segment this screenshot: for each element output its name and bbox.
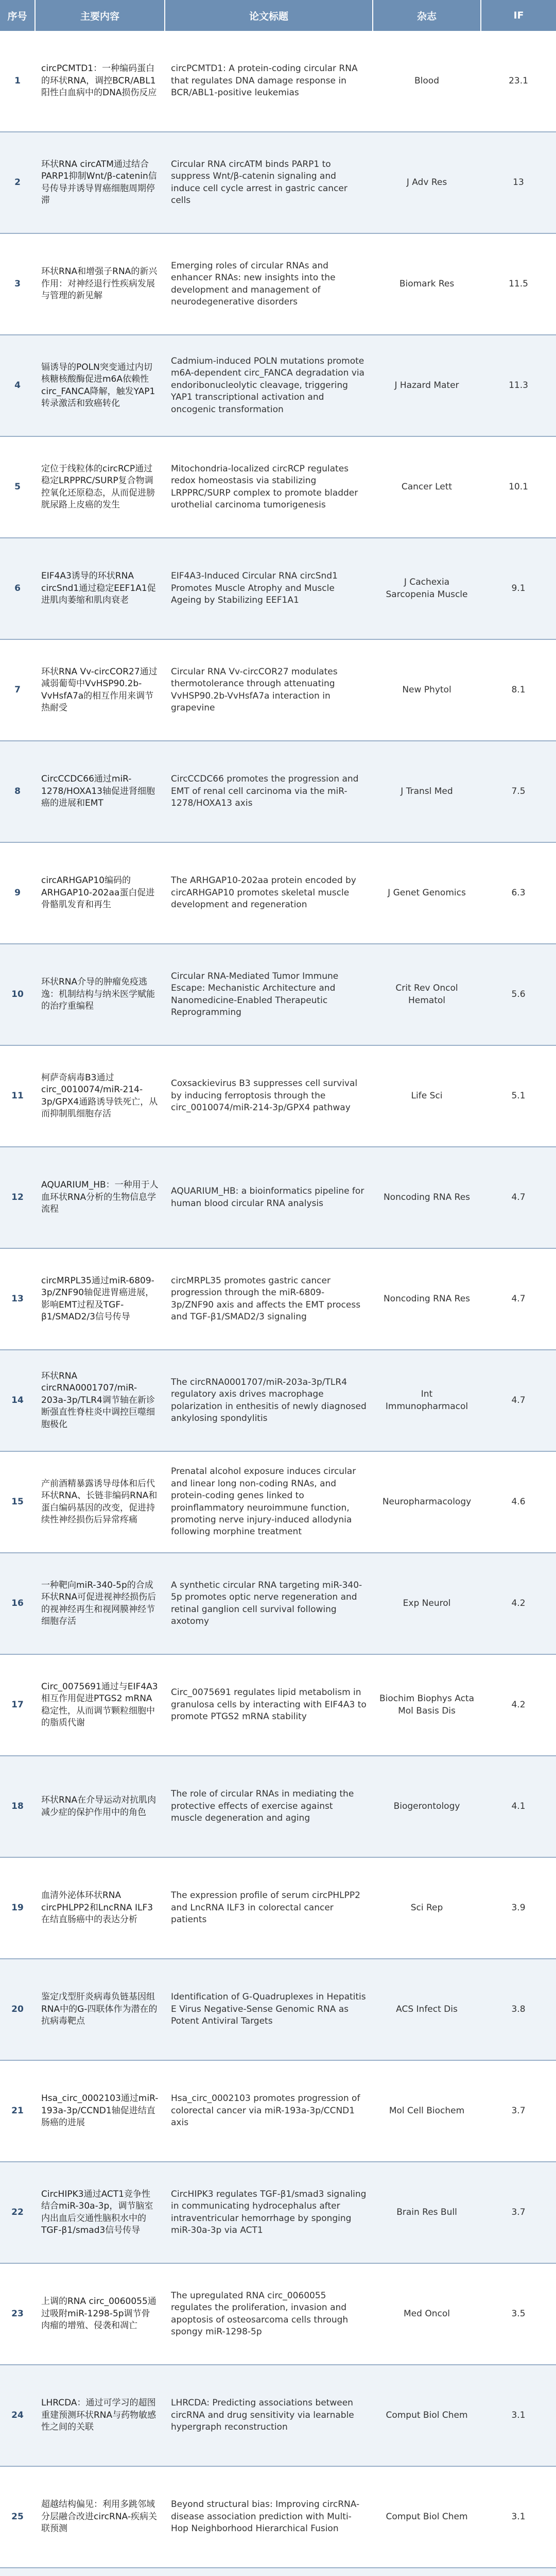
row-title: The circRNA0001707/miR-203a-3p/TLR4 regulatory axis drives macrophage polarization in enthesitis of newly diagnosed ankylosing spondylitis bbox=[165, 1350, 373, 1451]
row-index: 15 bbox=[0, 1451, 35, 1553]
table-row bbox=[0, 2568, 556, 2576]
table-row bbox=[0, 31, 556, 132]
row-journal: Neuropharmacology bbox=[373, 1451, 481, 1553]
row-impact-factor: 9.1 bbox=[481, 538, 556, 639]
row-title: Circ_0075691 regulates lipid metabolism in granulosa cells by interacting with EIF4A3 to promote PTGS2 mRNA stability bbox=[165, 1654, 373, 1756]
row-index: 6 bbox=[0, 538, 35, 639]
row-summary: AQUARIUM_HB：一种用于人血环状RNA分析的生物信息学流程 bbox=[35, 1147, 165, 1248]
row-summary: 柯萨奇病毒B3通过circ_0010074/miR-214-3p/GPX4通路诱导铁死亡，从而抑制肌细胞存活 bbox=[35, 1045, 165, 1147]
row-impact-factor: 5.6 bbox=[481, 944, 556, 1045]
row-index: 14 bbox=[0, 1350, 35, 1451]
row-journal: Noncoding RNA Res bbox=[373, 1147, 481, 1248]
row-title: Hsa_circ_0002103 promotes progression of colorectal cancer via miR-193a-3p/CCND1 axis bbox=[165, 2060, 373, 2162]
row-summary: 一种靶向miR-340-5p的合成环状RNA可促进视神经损伤后的视神经再生和视网膜神经节细胞存活 bbox=[35, 1553, 165, 1654]
row-impact-factor: 3.5 bbox=[481, 2263, 556, 2365]
row-summary: 上调的RNA circ_0060055通过吸附miR-1298-5p调节骨肉瘤的增殖、侵袭和凋亡 bbox=[35, 2263, 165, 2365]
row-index: 13 bbox=[0, 1248, 35, 1350]
row-journal: Med Oncol bbox=[373, 2263, 481, 2365]
table-row bbox=[0, 2466, 556, 2568]
row-summary: 产前酒精暴露诱导母体和后代环状RNA、长链非编码RNA和蛋白编码基因的改变，促进持续性神经损伤后异常疼痛 bbox=[35, 1451, 165, 1553]
table-row bbox=[0, 1147, 556, 1248]
row-summary: 环状RNA Vv-circCOR27通过减弱葡萄中VvHSP90.2b-VvHsfA7a的相互作用来调节热耐受 bbox=[35, 639, 165, 741]
table-row bbox=[0, 1857, 556, 1959]
row-journal: Exp Neurol bbox=[373, 1553, 481, 1654]
row-index: 20 bbox=[0, 1959, 35, 2060]
table-row bbox=[0, 233, 556, 335]
row-index: 1 bbox=[0, 31, 35, 132]
table-row bbox=[0, 2365, 556, 2466]
row-index: 21 bbox=[0, 2060, 35, 2162]
row-summary: CircHIPK3通过ACT1竞争性结合miR-30a-3p，调节脑室内出血后交通性脑积水中的TGF-β1/smad3信号传导 bbox=[35, 2162, 165, 2263]
row-journal bbox=[373, 2568, 481, 2576]
row-index: 16 bbox=[0, 1553, 35, 1654]
row-title: circPCMTD1: A protein-coding circular RNA that regulates DNA damage response in BCR/ABL1-positive leukemias bbox=[165, 31, 373, 132]
row-journal: ACS Infect Dis bbox=[373, 1959, 481, 2060]
row-journal: J Transl Med bbox=[373, 741, 481, 842]
row-index: 11 bbox=[0, 1045, 35, 1147]
row-impact-factor: 10.1 bbox=[481, 436, 556, 538]
row-summary: EIF4A3诱导的环状RNA circSnd1通过稳定EEF1A1促进肌肉萎缩和肌肉衰老 bbox=[35, 538, 165, 639]
row-summary: 镉诱导的POLN突变通过内切核糖核酸酶促进m6A依赖性circ_FANCA降解，触发YAP1转录激活和致癌转化 bbox=[35, 335, 165, 436]
row-summary bbox=[35, 2568, 165, 2576]
row-summary: 环状RNA和增强子RNA的新兴作用：对神经退行性疾病发展与管理的新见解 bbox=[35, 233, 165, 335]
row-title: The ARHGAP10-202aa protein encoded by circARHGAP10 promotes skeletal muscle development and regeneration bbox=[165, 842, 373, 944]
row-impact-factor: 11.3 bbox=[481, 335, 556, 436]
row-journal: Noncoding RNA Res bbox=[373, 1248, 481, 1350]
row-title: CircCCDC66 promotes the progression and EMT of renal cell carcinoma via the miR-1278/HOXA13 axis bbox=[165, 741, 373, 842]
row-impact-factor: 5.1 bbox=[481, 1045, 556, 1147]
table-row bbox=[0, 1045, 556, 1147]
row-impact-factor: 4.2 bbox=[481, 1654, 556, 1756]
row-summary: Hsa_circ_0002103通过miR-193a-3p/CCND1轴促进结直肠癌的进展 bbox=[35, 2060, 165, 2162]
row-journal: Comput Biol Chem bbox=[373, 2466, 481, 2568]
row-impact-factor: 4.7 bbox=[481, 1350, 556, 1451]
row-impact-factor: 13 bbox=[481, 132, 556, 233]
row-impact-factor: 4.6 bbox=[481, 1451, 556, 1553]
table-row bbox=[0, 132, 556, 233]
row-index: 17 bbox=[0, 1654, 35, 1756]
row-summary: 鉴定戊型肝炎病毒负链基因组RNA中的G-四联体作为潜在的抗病毒靶点 bbox=[35, 1959, 165, 2060]
row-index: 2 bbox=[0, 132, 35, 233]
row-impact-factor: 4.2 bbox=[481, 1553, 556, 1654]
row-impact-factor bbox=[481, 2568, 556, 2576]
row-index: 25 bbox=[0, 2466, 35, 2568]
row-impact-factor: 8.1 bbox=[481, 639, 556, 741]
row-index: 19 bbox=[0, 1857, 35, 1959]
row-summary: 环状RNA circATM通过结合PARP1抑制Wnt/β-catenin信号传导并诱导胃癌细胞周期停滞 bbox=[35, 132, 165, 233]
row-journal: Sci Rep bbox=[373, 1857, 481, 1959]
row-journal: Biochim Biophys Acta Mol Basis Dis bbox=[373, 1654, 481, 1756]
row-title: Mitochondria-localized circRCP regulates redox homeostasis via stabilizing LRPPRC/SURP complex to promote bladder urothelial carcinoma tumorigenesis bbox=[165, 436, 373, 538]
row-index bbox=[0, 2568, 35, 2576]
row-title: Identification of G-Quadruplexes in Hepatitis E Virus Negative-Sense Genomic RNA as Potent Antiviral Targets bbox=[165, 1959, 373, 2060]
row-impact-factor: 4.1 bbox=[481, 1756, 556, 1857]
row-impact-factor: 3.1 bbox=[481, 2466, 556, 2568]
row-journal: Blood bbox=[373, 31, 481, 132]
row-summary: 环状RNA circRNA0001707/miR-203a-3p/TLR4调节轴在新诊断强直性脊柱炎中调控巨噬细胞极化 bbox=[35, 1350, 165, 1451]
row-index: 4 bbox=[0, 335, 35, 436]
header-journal: 杂志 bbox=[373, 0, 481, 31]
header-summary: 主要内容 bbox=[35, 0, 165, 31]
row-title: The upregulated RNA circ_0060055 regulates the proliferation, invasion and apoptosis of osteosarcoma cells through spongy miR-1298-5p bbox=[165, 2263, 373, 2365]
row-impact-factor: 11.5 bbox=[481, 233, 556, 335]
row-index: 8 bbox=[0, 741, 35, 842]
row-summary: 环状RNA在介导运动对抗肌肉减少症的保护作用中的角色 bbox=[35, 1756, 165, 1857]
table-row bbox=[0, 741, 556, 842]
row-impact-factor: 4.7 bbox=[481, 1248, 556, 1350]
table-row bbox=[0, 842, 556, 944]
row-index: 10 bbox=[0, 944, 35, 1045]
row-index: 23 bbox=[0, 2263, 35, 2365]
header-index: 序号 bbox=[0, 0, 35, 31]
table-row bbox=[0, 1451, 556, 1553]
row-index: 3 bbox=[0, 233, 35, 335]
row-summary: 环状RNA介导的肿瘤免疫逃逸：机制结构与纳米医学赋能的治疗重编程 bbox=[35, 944, 165, 1045]
row-index: 7 bbox=[0, 639, 35, 741]
row-journal: J Hazard Mater bbox=[373, 335, 481, 436]
row-title: Cadmium-induced POLN mutations promote m6A-dependent circ_FANCA degradation via endoribonucleolytic cleavage, triggering YAP1 transcriptional activation and oncogenic transformation bbox=[165, 335, 373, 436]
row-title: A synthetic circular RNA targeting miR-340-5p promotes optic nerve regeneration and retinal ganglion cell survival following axotomy bbox=[165, 1553, 373, 1654]
row-title: The expression profile of serum circPHLPP2 and LncRNA ILF3 in colorectal cancer patients bbox=[165, 1857, 373, 1959]
row-title: AQUARIUM_HB: a bioinformatics pipeline for human blood circular RNA analysis bbox=[165, 1147, 373, 1248]
row-title: Beyond structural bias: Improving circRNA-disease association prediction with Multi-Hop Neighborhood Hierarchical Fusion bbox=[165, 2466, 373, 2568]
row-title: CircHIPK3 regulates TGF-β1/smad3 signaling in communicating hydrocephalus after intraventricular hemorrhage by sponging miR-30a-3p via ACT1 bbox=[165, 2162, 373, 2263]
row-title: The role of circular RNAs in mediating the protective effects of exercise against muscle degeneration and aging bbox=[165, 1756, 373, 1857]
row-summary: 血清外泌体环状RNA circPHLPP2和LncRNA ILF3在结直肠癌中的表达分析 bbox=[35, 1857, 165, 1959]
row-title bbox=[165, 2568, 373, 2576]
row-index: 24 bbox=[0, 2365, 35, 2466]
table-row bbox=[0, 639, 556, 741]
table-row bbox=[0, 1350, 556, 1451]
row-journal: Biogerontology bbox=[373, 1756, 481, 1857]
table-row bbox=[0, 1756, 556, 1857]
row-journal: Cancer Lett bbox=[373, 436, 481, 538]
row-summary: 超越结构偏见：利用多跳邻域分层融合改进circRNA-疾病关联预测 bbox=[35, 2466, 165, 2568]
row-journal: Mol Cell Biochem bbox=[373, 2060, 481, 2162]
row-journal: Brain Res Bull bbox=[373, 2162, 481, 2263]
row-impact-factor: 3.8 bbox=[481, 1959, 556, 2060]
row-title: Emerging roles of circular RNAs and enhancer RNAs: new insights into the development and management of neurodegenerative disorders bbox=[165, 233, 373, 335]
row-journal: Biomark Res bbox=[373, 233, 481, 335]
table-row bbox=[0, 2162, 556, 2263]
table-body bbox=[0, 31, 556, 2576]
row-journal: Life Sci bbox=[373, 1045, 481, 1147]
row-summary: CircCCDC66通过miR-1278/HOXA13轴促进肾细胞癌的进展和EMT bbox=[35, 741, 165, 842]
table-row bbox=[0, 1654, 556, 1756]
row-journal: J Cachexia Sarcopenia Muscle bbox=[373, 538, 481, 639]
row-summary: circMRPL35通过miR-6809-3p/ZNF90轴促进胃癌进展，影响EMT过程及TGF-β1/SMAD2/3信号传导 bbox=[35, 1248, 165, 1350]
row-summary: Circ_0075691通过与EIF4A3相互作用促进PTGS2 mRNA稳定性，从而调节颗粒细胞中的脂质代谢 bbox=[35, 1654, 165, 1756]
row-impact-factor: 6.3 bbox=[481, 842, 556, 944]
row-impact-factor: 3.7 bbox=[481, 2162, 556, 2263]
row-title: Coxsackievirus B3 suppresses cell survival by inducing ferroptosis through the circ_0010074/miR-214-3p/GPX4 pathway bbox=[165, 1045, 373, 1147]
row-title: Circular RNA circATM binds PARP1 to suppress Wnt/β-catenin signaling and induce cell cycle arrest in gastric cancer cells bbox=[165, 132, 373, 233]
table-row bbox=[0, 1959, 556, 2060]
row-index: 18 bbox=[0, 1756, 35, 1857]
row-impact-factor: 3.1 bbox=[481, 2365, 556, 2466]
table-row bbox=[0, 2263, 556, 2365]
row-journal: Int Immunopharmacol bbox=[373, 1350, 481, 1451]
row-index: 22 bbox=[0, 2162, 35, 2263]
row-title: Circular RNA-Mediated Tumor Immune Escape: Mechanistic Architecture and Nanomedicine-Enabled Therapeutic Reprogramming bbox=[165, 944, 373, 1045]
table-row bbox=[0, 538, 556, 639]
row-journal: J Adv Res bbox=[373, 132, 481, 233]
row-title: LHRCDA: Predicting associations between circRNA and drug sensitivity via learnable hypergraph reconstruction bbox=[165, 2365, 373, 2466]
row-impact-factor: 3.9 bbox=[481, 1857, 556, 1959]
table-row bbox=[0, 2060, 556, 2162]
row-summary: LHRCDA：通过可学习的超图重建预测环状RNA与药物敏感性之间的关联 bbox=[35, 2365, 165, 2466]
row-summary: circPCMTD1：一种编码蛋白的环状RNA，调控BCR/ABL1阳性白血病中的DNA损伤反应 bbox=[35, 31, 165, 132]
row-index: 12 bbox=[0, 1147, 35, 1248]
row-title: EIF4A3-Induced Circular RNA circSnd1 Promotes Muscle Atrophy and Muscle Ageing by Stabilizing EEF1A1 bbox=[165, 538, 373, 639]
row-summary: circARHGAP10编码的ARHGAP10-202aa蛋白促进骨骼肌发育和再生 bbox=[35, 842, 165, 944]
row-title: Circular RNA Vv-circCOR27 modulates thermotolerance through attenuating VvHSP90.2b-VvHsfA7a interaction in grapevine bbox=[165, 639, 373, 741]
row-index: 9 bbox=[0, 842, 35, 944]
row-title: circMRPL35 promotes gastric cancer progression through the miR-6809-3p/ZNF90 axis and affects the EMT process and TGF-β1/SMAD2/3 signaling bbox=[165, 1248, 373, 1350]
table-row bbox=[0, 436, 556, 538]
row-impact-factor: 23.1 bbox=[481, 31, 556, 132]
row-journal: J Genet Genomics bbox=[373, 842, 481, 944]
row-title: Prenatal alcohol exposure induces circular and linear long non-coding RNAs, and protein-coding genes linked to proinflammatory neuroimmune function, promoting nerve injury-induced allodynia following morphine treatment bbox=[165, 1451, 373, 1553]
row-impact-factor: 3.7 bbox=[481, 2060, 556, 2162]
table-header bbox=[0, 0, 556, 31]
header-title: 论文标题 bbox=[165, 0, 373, 31]
row-index: 5 bbox=[0, 436, 35, 538]
row-journal: New Phytol bbox=[373, 639, 481, 741]
table-row bbox=[0, 1553, 556, 1654]
row-summary: 定位于线粒体的circRCP通过稳定LRPPRC/SURP复合物调控氧化还原稳态，从而促进膀胱尿路上皮癌的发生 bbox=[35, 436, 165, 538]
header-row bbox=[0, 0, 556, 31]
table-row bbox=[0, 1248, 556, 1350]
row-journal: Comput Biol Chem bbox=[373, 2365, 481, 2466]
table-row bbox=[0, 335, 556, 436]
row-journal: Crit Rev Oncol Hematol bbox=[373, 944, 481, 1045]
header-if: IF bbox=[481, 0, 556, 31]
row-impact-factor: 4.7 bbox=[481, 1147, 556, 1248]
table-row bbox=[0, 944, 556, 1045]
row-impact-factor: 7.5 bbox=[481, 741, 556, 842]
